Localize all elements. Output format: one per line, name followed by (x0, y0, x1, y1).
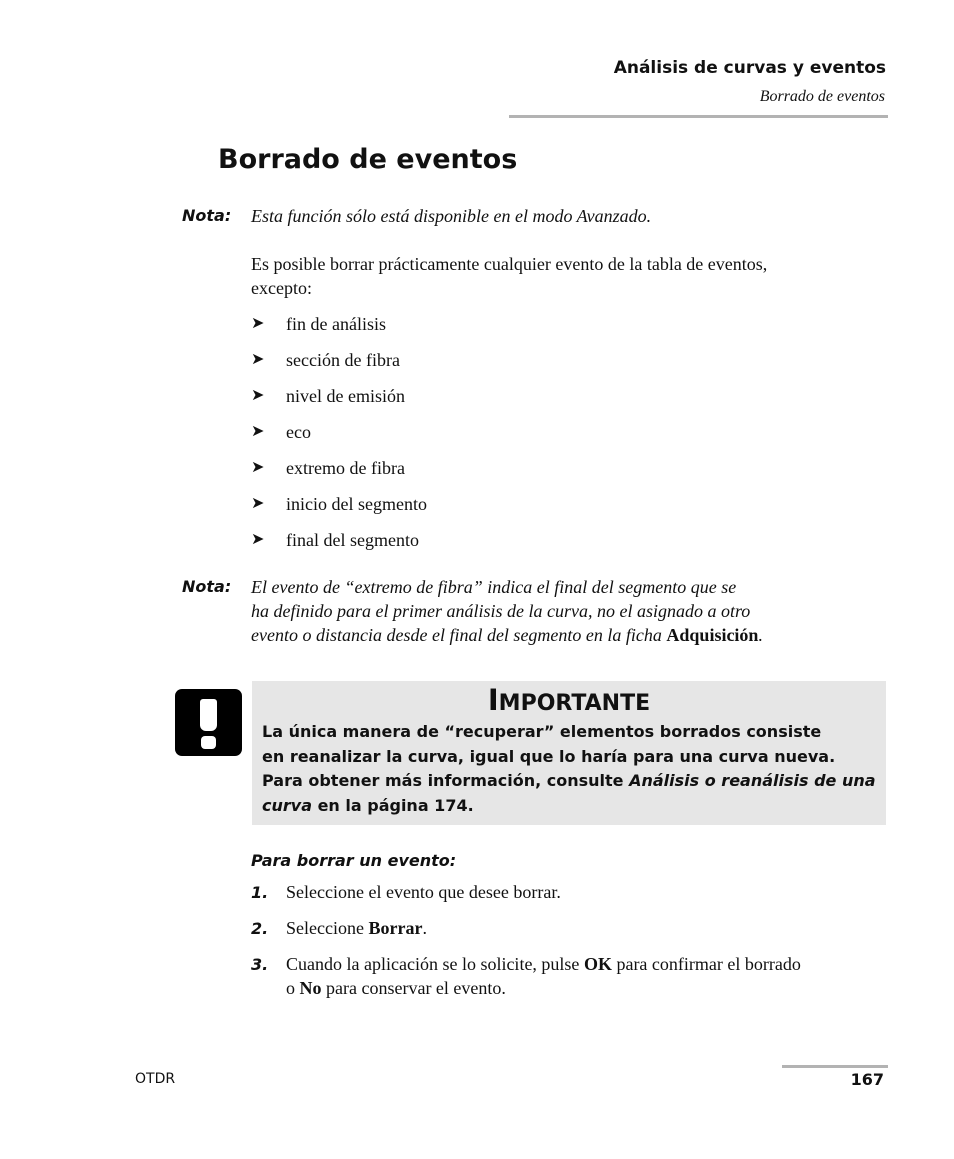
step-number: 1. (251, 883, 269, 902)
important-line-1: La única manera de “recuperar” elementos borrados consiste (262, 722, 822, 741)
note-line-2: ha definido para el primer análisis de la curva, no el asignado a otro (251, 601, 751, 621)
important-line-2: en reanalizar la curva, igual que lo haría para una curva nueva. (262, 746, 836, 766)
tab-name-reference: Adquisición (666, 625, 759, 645)
procedure-step (251, 916, 891, 940)
note-text (251, 575, 891, 647)
arrow-bullet-icon: ➤ (251, 423, 265, 440)
footer-product: OTDR (135, 1071, 176, 1087)
arrow-bullet-icon: ➤ (251, 531, 265, 548)
important-heading: IMPORTANTE (487, 683, 651, 717)
step-number: 3. (251, 955, 269, 974)
arrow-bullet-icon: ➤ (251, 495, 265, 512)
important-text (262, 720, 882, 818)
arrow-bullet-icon: ➤ (251, 459, 265, 476)
step-number: 2. (251, 919, 269, 938)
important-line-3: Para obtener más información, consulte Análisis o reanálisis de una (262, 771, 876, 790)
list-item-label: inicio del segmento (286, 494, 427, 514)
list-item-label: final del segmento (286, 530, 419, 550)
list-item-label: fin de análisis (286, 314, 386, 334)
list-item-label: nivel de emisión (286, 386, 405, 406)
arrow-bullet-icon: ➤ (251, 315, 265, 332)
procedure-step (251, 952, 891, 1000)
intro-line-2: excepto: (251, 278, 312, 298)
list-item-label: extremo de fibra (286, 458, 405, 478)
intro-line-1: Es posible borrar prácticamente cualquier evento de la tabla de eventos, (251, 254, 768, 274)
footer-rule (782, 1065, 888, 1068)
cross-reference-link[interactable]: curva (262, 795, 312, 815)
arrow-bullet-icon: ➤ (251, 351, 265, 368)
important-box (252, 681, 886, 825)
note-line-1: El evento de “extremo de fibra” indica el final del segmento que se (251, 577, 737, 597)
cross-reference-link[interactable]: Análisis o reanálisis de una (629, 771, 876, 790)
note-label: Nota: (182, 577, 232, 596)
list-item-label: sección de fibra (286, 350, 400, 370)
procedure-step (251, 880, 891, 904)
important-line-4: curva en la página 174. (262, 795, 474, 815)
list-item-label: eco (286, 422, 311, 442)
page-number: 167 (850, 1070, 884, 1089)
page-title: Borrado de eventos (218, 144, 518, 175)
procedure-title: Para borrar un evento: (251, 851, 457, 870)
step-text: Seleccione el evento que desee borrar. (286, 882, 561, 902)
header-rule (509, 115, 888, 118)
running-header-section: Borrado de eventos (759, 88, 885, 105)
note-text: Esta función sólo está disponible en el modo Avanzado. (251, 206, 652, 226)
step-text: Seleccione Borrar. (286, 918, 427, 938)
intro-paragraph (251, 252, 891, 300)
exclamation-icon (175, 689, 242, 756)
note-label: Nota: (182, 206, 232, 225)
step-text: Cuando la aplicación se lo solicite, pulse OK para confirmar el borrado o No para conservar el evento. (286, 954, 801, 998)
arrow-bullet-icon: ➤ (251, 387, 265, 404)
running-header-chapter: Análisis de curvas y eventos (613, 58, 886, 78)
note-line-3: evento o distancia desde el final del segmento en la ficha Adquisición. (251, 625, 763, 645)
